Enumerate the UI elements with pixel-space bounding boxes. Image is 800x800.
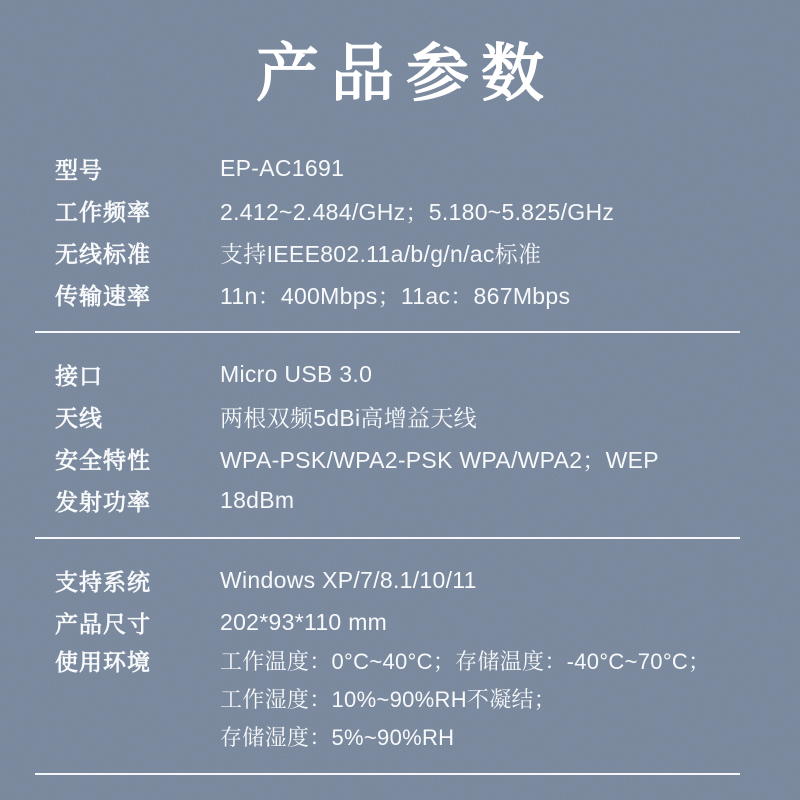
spec-label: 接口 (55, 362, 103, 389)
spec-row-antenna (55, 395, 745, 437)
spec-row-speed (55, 273, 745, 315)
spec-label: 无线标准 (55, 240, 151, 267)
spec-row-environment (55, 643, 745, 757)
environment-temperature-line: 工作温度：0°C~40°C；存储温度：-40°C~70°C； (220, 649, 711, 674)
spec-value: 两根双频5dBi高增益天线 (220, 404, 477, 431)
spec-label: 支持系统 (55, 568, 151, 595)
spec-value: WPA-PSK/WPA2-PSK WPA/WPA2；WEP (220, 446, 659, 473)
spec-row-tx-power (55, 479, 745, 521)
spec-value: 11n：400Mbps；11ac：867Mbps (220, 282, 571, 309)
section-divider (35, 537, 740, 539)
spec-label: 型号 (55, 156, 103, 183)
spec-label: 工作频率 (55, 198, 151, 225)
spec-value (220, 643, 745, 757)
page-title: 产品参数 (256, 39, 556, 109)
spec-group-system-environment (55, 559, 745, 757)
spec-row-standard (55, 231, 745, 273)
spec-row-frequency (55, 189, 745, 231)
spec-value: 202*93*110 mm (220, 608, 388, 635)
spec-value: Micro USB 3.0 (220, 360, 373, 387)
spec-value: 2.412~2.484/GHz；5.180~5.825/GHz (220, 198, 615, 225)
spec-label: 产品尺寸 (55, 610, 151, 637)
spec-value: EP-AC1691 (220, 154, 345, 181)
spec-row-security (55, 437, 745, 479)
section-divider-bottom (35, 773, 740, 775)
spec-label: 发射功率 (55, 488, 151, 515)
spec-row-model (55, 147, 745, 189)
spec-table (55, 147, 745, 795)
spec-group-hardware (55, 353, 745, 521)
environment-storage-humidity-line: 存储湿度：5%~90%RH (220, 725, 455, 750)
spec-row-interface (55, 353, 745, 395)
spec-label: 使用环境 (55, 649, 151, 675)
spec-row-os (55, 559, 745, 601)
spec-group-wireless (55, 147, 745, 315)
spec-label: 天线 (55, 404, 103, 431)
spec-label: 安全特性 (55, 446, 151, 473)
spec-row-dimensions (55, 601, 745, 643)
spec-label: 传输速率 (55, 282, 151, 309)
spec-value: 支持IEEE802.11a/b/g/n/ac标准 (220, 240, 542, 267)
section-divider (35, 331, 740, 333)
spec-value: 18dBm (220, 486, 295, 513)
environment-working-humidity-line: 工作湿度：10%~90%RH不凝结； (220, 687, 557, 712)
spec-value: Windows XP/7/8.1/10/11 (220, 566, 477, 593)
